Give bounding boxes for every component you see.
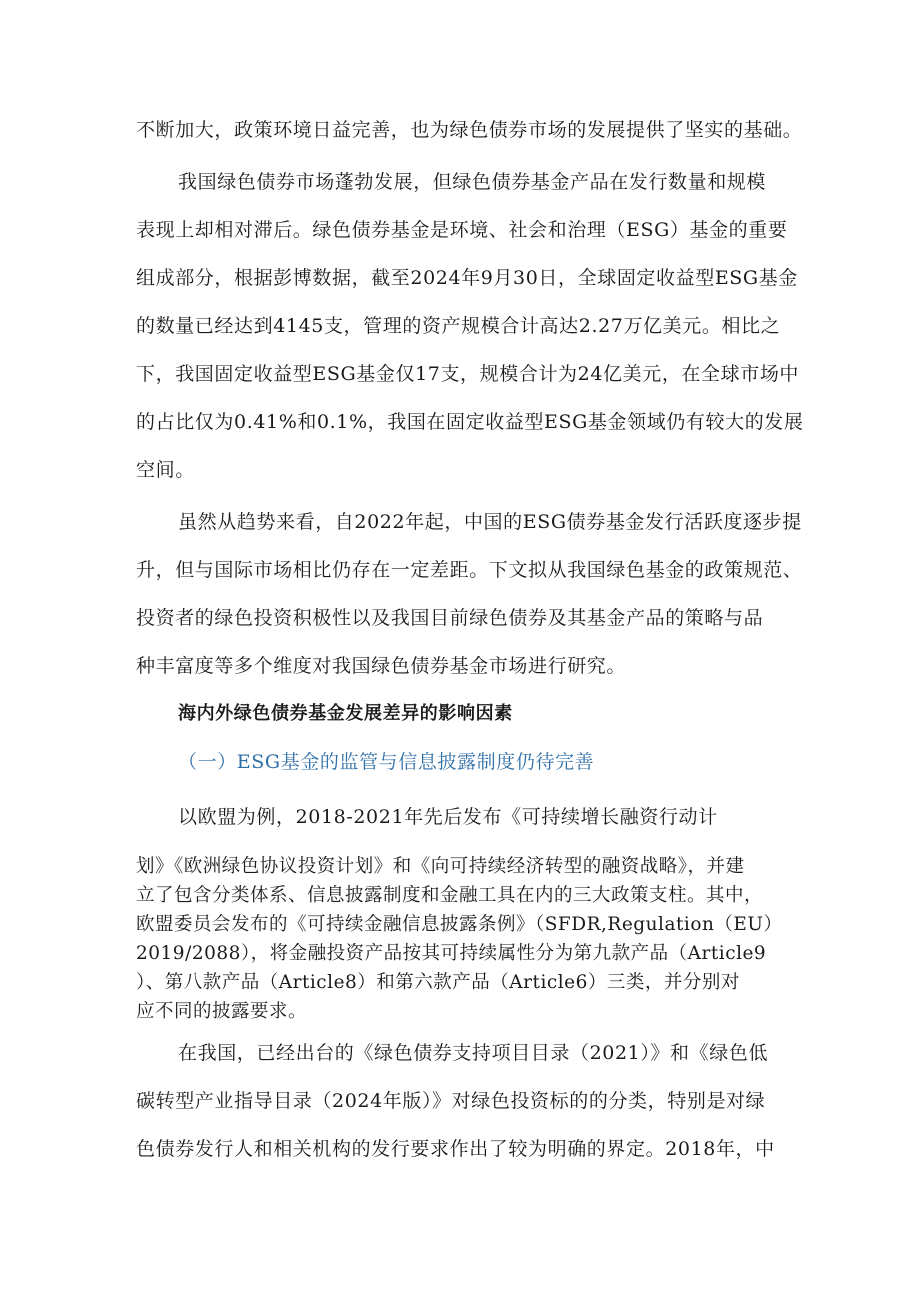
paragraph-line: 空间。 [136,459,195,481]
paragraph-line: 投资者的绿色投资积极性以及我国目前绿色债券及其基金产品的策略与品 [136,607,764,629]
paragraph-line: 应不同的披露要求。 [136,1001,308,1022]
section-heading: 海内外绿色债券基金发展差异的影响因素 [178,703,513,724]
paragraph-line: 碳转型产业指导目录（2024年版）》对绿色投资标的的分类，特别是对绿 [136,1090,766,1112]
paragraph-line: ）、第八款产品（Article8）和第六款产品（Article6）三类，并分别对 [136,972,740,993]
paragraph-line: 组成部分，根据彭博数据，截至2024年9月30日，全球固定收益型ESG基金 [136,267,798,289]
paragraph-line: 我国绿色债券市场蓬勃发展，但绿色债券基金产品在发行数量和规模 [178,171,767,193]
paragraph-line: 种丰富度等多个维度对我国绿色债券基金市场进行研究。 [136,655,627,677]
paragraph-line: 虽然从趋势来看，自2022年起，中国的ESG债券基金发行活跃度逐步提 [178,511,802,533]
paragraph-line: 表现上却相对滞后。绿色债券基金是环境、社会和治理（ESG）基金的重要 [136,219,788,241]
paragraph-line: 的占比仅为0.41%和0.1%，我国在固定收益型ESG基金领域仍有较大的发展 [136,411,804,433]
paragraph-line: 升，但与国际市场相比仍存在一定差距。下文拟从我国绿色基金的政策规范、 [136,559,803,581]
paragraph-line: 下，我国固定收益型ESG基金仅17支，规模合计为24亿美元，在全球市场中 [136,363,800,385]
paragraph-line: 欧盟委员会发布的《可持续金融信息披露条例》（SFDR,Regulation（EU） [136,914,783,935]
paragraph-line: 2019/2088），将金融投资产品按其可持续属性分为第九款产品（Article9 [136,943,767,964]
paragraph-line: 色债券发行人和相关机构的发行要求作出了较为明确的界定。2018年，中 [136,1138,775,1160]
paragraph-line: 立了包含分类体系、信息披露制度和金融工具在内的三大政策支柱。其中， [136,885,764,906]
subsection-heading: （一）ESG基金的监管与信息披露制度仍待完善 [178,751,595,773]
paragraph-line: 的数量已经达到4145支，管理的资产规模合计高达2.27万亿美元。相比之 [136,315,781,337]
paragraph-line: 以欧盟为例，2018-2021年先后发布《可持续增长融资行动计 [178,806,718,828]
paragraph-line: 在我国，已经出台的《绿色债券支持项目目录（2021）》和《绿色低 [178,1042,769,1064]
paragraph-line: 不断加大，政策环境日益完善，也为绿色债券市场的发展提供了坚实的基础。 [136,119,803,141]
paragraph-line: 划》《欧洲绿色协议投资计划》和《向可持续经济转型的融资战略》，并建 [136,856,745,877]
